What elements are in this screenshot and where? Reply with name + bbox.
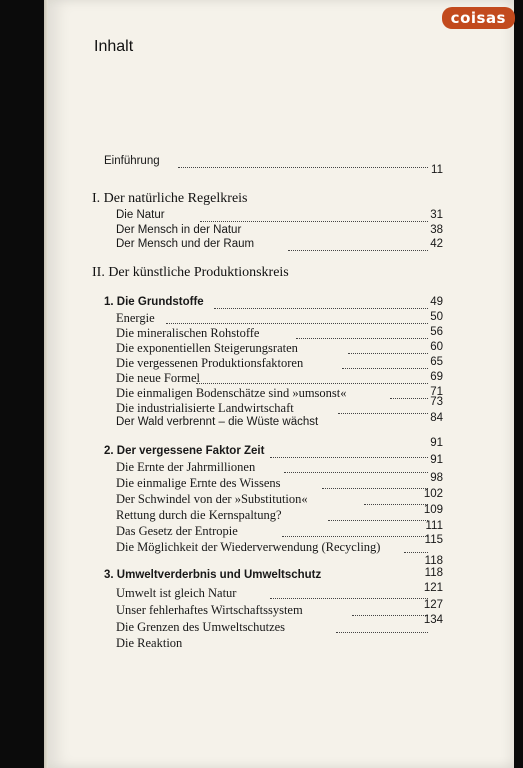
toc-entry-title: Der Mensch in der Natur xyxy=(116,224,242,236)
toc-entry-title: Die Reaktion xyxy=(116,636,183,650)
toc-entry-page: 98 xyxy=(430,472,443,484)
toc-entry-title: 3. Umweltverderbnis und Umweltschutz xyxy=(104,569,322,581)
toc-entry-title: 2. Der vergessene Faktor Zeit xyxy=(104,445,265,457)
toc-entry-page: 11 xyxy=(431,164,443,176)
toc-entry-title: Der Wald verbrennt – die Wüste wächst xyxy=(116,416,319,428)
toc-entry-title: Die Ernte der Jahrmillionen xyxy=(116,460,256,474)
toc-entry-title: Rettung durch die Kernspaltung? xyxy=(116,508,282,522)
toc-entry-title: Die neue Formel xyxy=(116,371,201,385)
toc-entry-page: 60 xyxy=(430,341,443,353)
toc-entry xyxy=(0,454,523,476)
toc-entry-page: 115 xyxy=(424,534,443,546)
toc-entry-page: 84 xyxy=(430,412,443,424)
leader-dots xyxy=(270,582,428,599)
toc-entry xyxy=(0,412,523,432)
toc-entry-page: 91 xyxy=(430,454,443,466)
toc-entry xyxy=(0,371,523,387)
toc-entry xyxy=(0,386,523,402)
toc-entry-title: Die Natur xyxy=(116,209,165,221)
toc-entry-title: Das Gesetz der Entropie xyxy=(116,524,238,538)
toc-entry-page: 71 xyxy=(430,386,443,398)
toc-part-heading xyxy=(0,569,523,585)
toc-entry-title: Umwelt ist gleich Natur xyxy=(116,586,237,600)
toc-entry-title: 1. Die Grundstoffe xyxy=(104,296,204,308)
toc-entry-page: 56 xyxy=(430,326,443,338)
toc-entry-page: 127 xyxy=(423,599,443,611)
section-heading: I. Der natürliche Regelkreis xyxy=(92,191,248,206)
leader-dots xyxy=(200,205,428,222)
toc-entry-title: Die Möglichkeit der Wiederverwendung (Recycling) xyxy=(116,540,381,554)
toc-entry xyxy=(0,488,523,508)
toc-entry xyxy=(0,520,523,540)
toc-entry-title: Die mineralischen Rohstoffe xyxy=(116,326,260,340)
section-heading: II. Der künstliche Produktionskreis xyxy=(92,265,289,280)
leader-dots xyxy=(178,151,428,168)
toc-entry xyxy=(0,636,523,652)
toc-entry-title: Energie xyxy=(116,311,155,325)
toc-entry-title: Die einmalige Ernte des Wissens xyxy=(116,476,281,490)
toc-entry-title: Einführung xyxy=(104,155,160,167)
toc-entry-page: 42 xyxy=(430,238,443,250)
toc-entry xyxy=(0,582,523,602)
toc-entry xyxy=(0,599,523,619)
toc-entry-page: 134 xyxy=(423,614,443,626)
toc-entry xyxy=(0,155,523,176)
toc-entry xyxy=(0,209,523,225)
toc-entry-page: 111 xyxy=(425,520,443,532)
toc-entry-page: 65 xyxy=(430,356,443,368)
toc-entry-page: 109 xyxy=(423,504,443,516)
toc-entry-title: Die industrialisierte Landwirtschaft xyxy=(116,401,294,415)
watermark-logo: coisas xyxy=(442,7,515,29)
toc-entry xyxy=(0,504,523,524)
toc-entry-page: 38 xyxy=(430,224,443,236)
page-title: Inhalt xyxy=(94,38,134,55)
leader-dots xyxy=(282,520,428,537)
toc-entry xyxy=(0,326,523,342)
toc-entry-page: 118 xyxy=(424,567,443,579)
toc-entry-title: Der Schwindel von der »Substitution« xyxy=(116,492,308,506)
toc-entry-page: 31 xyxy=(430,209,443,221)
toc-entry xyxy=(0,341,523,357)
toc-entry xyxy=(0,311,523,327)
toc-entry xyxy=(0,614,523,636)
toc-entry-page: 49 xyxy=(430,296,443,308)
toc-part-heading xyxy=(0,437,523,461)
toc-entry xyxy=(0,472,523,492)
toc-page-number: 118 xyxy=(424,555,443,567)
toc-entry-title: Unser fehlerhaftes Wirtschaftssystem xyxy=(116,603,303,617)
toc-entry-title: Die Grenzen des Umweltschutzes xyxy=(116,620,286,634)
toc-entry-title: Die vergessenen Produktionsfaktoren xyxy=(116,356,304,370)
toc-entry-title: Der Mensch und der Raum xyxy=(116,238,255,250)
toc-entry-page: 121 xyxy=(423,582,443,594)
leader-dots xyxy=(288,234,428,251)
toc-entry-page: 102 xyxy=(423,488,443,500)
toc-entry xyxy=(0,534,523,556)
leader-dots xyxy=(284,456,428,473)
toc-entry-page: 91 xyxy=(430,437,443,449)
toc-entry xyxy=(0,396,523,417)
toc-entry-title: Die exponentiellen Steigerungsraten xyxy=(116,341,298,355)
toc-entry-page: 50 xyxy=(430,311,443,323)
toc-entry-page: 73 xyxy=(430,396,443,408)
toc-entry-page: 69 xyxy=(430,371,443,383)
toc-entry-title: Die einmaligen Bodenschätze sind »umsonst« xyxy=(116,386,347,400)
toc-entry xyxy=(0,238,523,254)
